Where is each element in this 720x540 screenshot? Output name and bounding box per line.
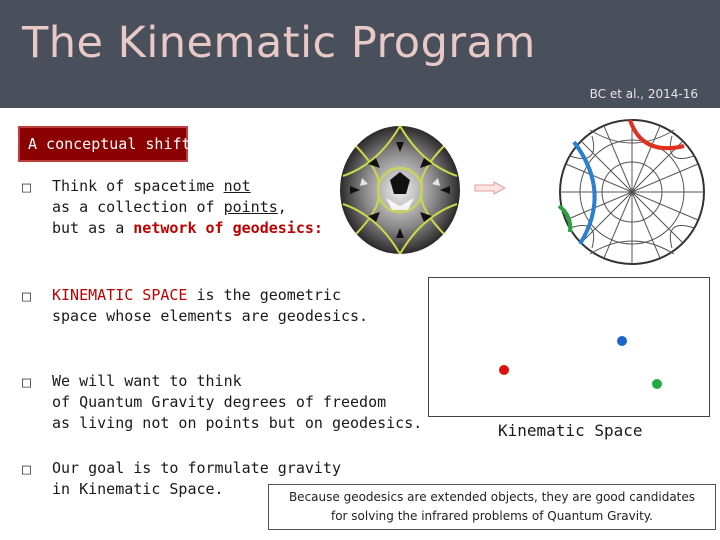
blue-geodesic-point [617, 336, 627, 346]
slide-title: The Kinematic Program [22, 18, 536, 68]
escher-tessellation-image [338, 124, 462, 256]
label-text: A conceptual shift: [28, 135, 200, 153]
green-geodesic-point [652, 379, 662, 389]
bullet-2: KINEMATIC SPACE is the geometric space whose elements are geodesics. [52, 286, 369, 325]
kinematic-space-caption: Kinematic Space [498, 421, 643, 440]
bullet-icon: □ [22, 178, 32, 196]
red-geodesic-point [499, 365, 509, 375]
arrow-right-icon [474, 181, 506, 195]
bullet-icon: □ [22, 460, 32, 478]
bullet-4: Our goal is to formulate gravity in Kinematic Space. [52, 459, 341, 498]
note-text: Because geodesics are extended objects, they are good candidates for solving the infrared problems of Quantum Gravity. [288, 490, 696, 523]
bullet-3: We will want to think of Quantum Gravity degrees of freedom as living not on points but on geodesics. [52, 372, 423, 432]
poincare-disk-image [550, 116, 714, 268]
bullet-1: Think of spacetime not as a collection of points, but as a network of geodesics: [52, 177, 323, 237]
kinematic-space-plot [428, 277, 710, 417]
citation: BC et al., 2014-16 [589, 87, 698, 101]
bullet-icon: □ [22, 287, 32, 305]
bullet-icon: □ [22, 373, 32, 391]
